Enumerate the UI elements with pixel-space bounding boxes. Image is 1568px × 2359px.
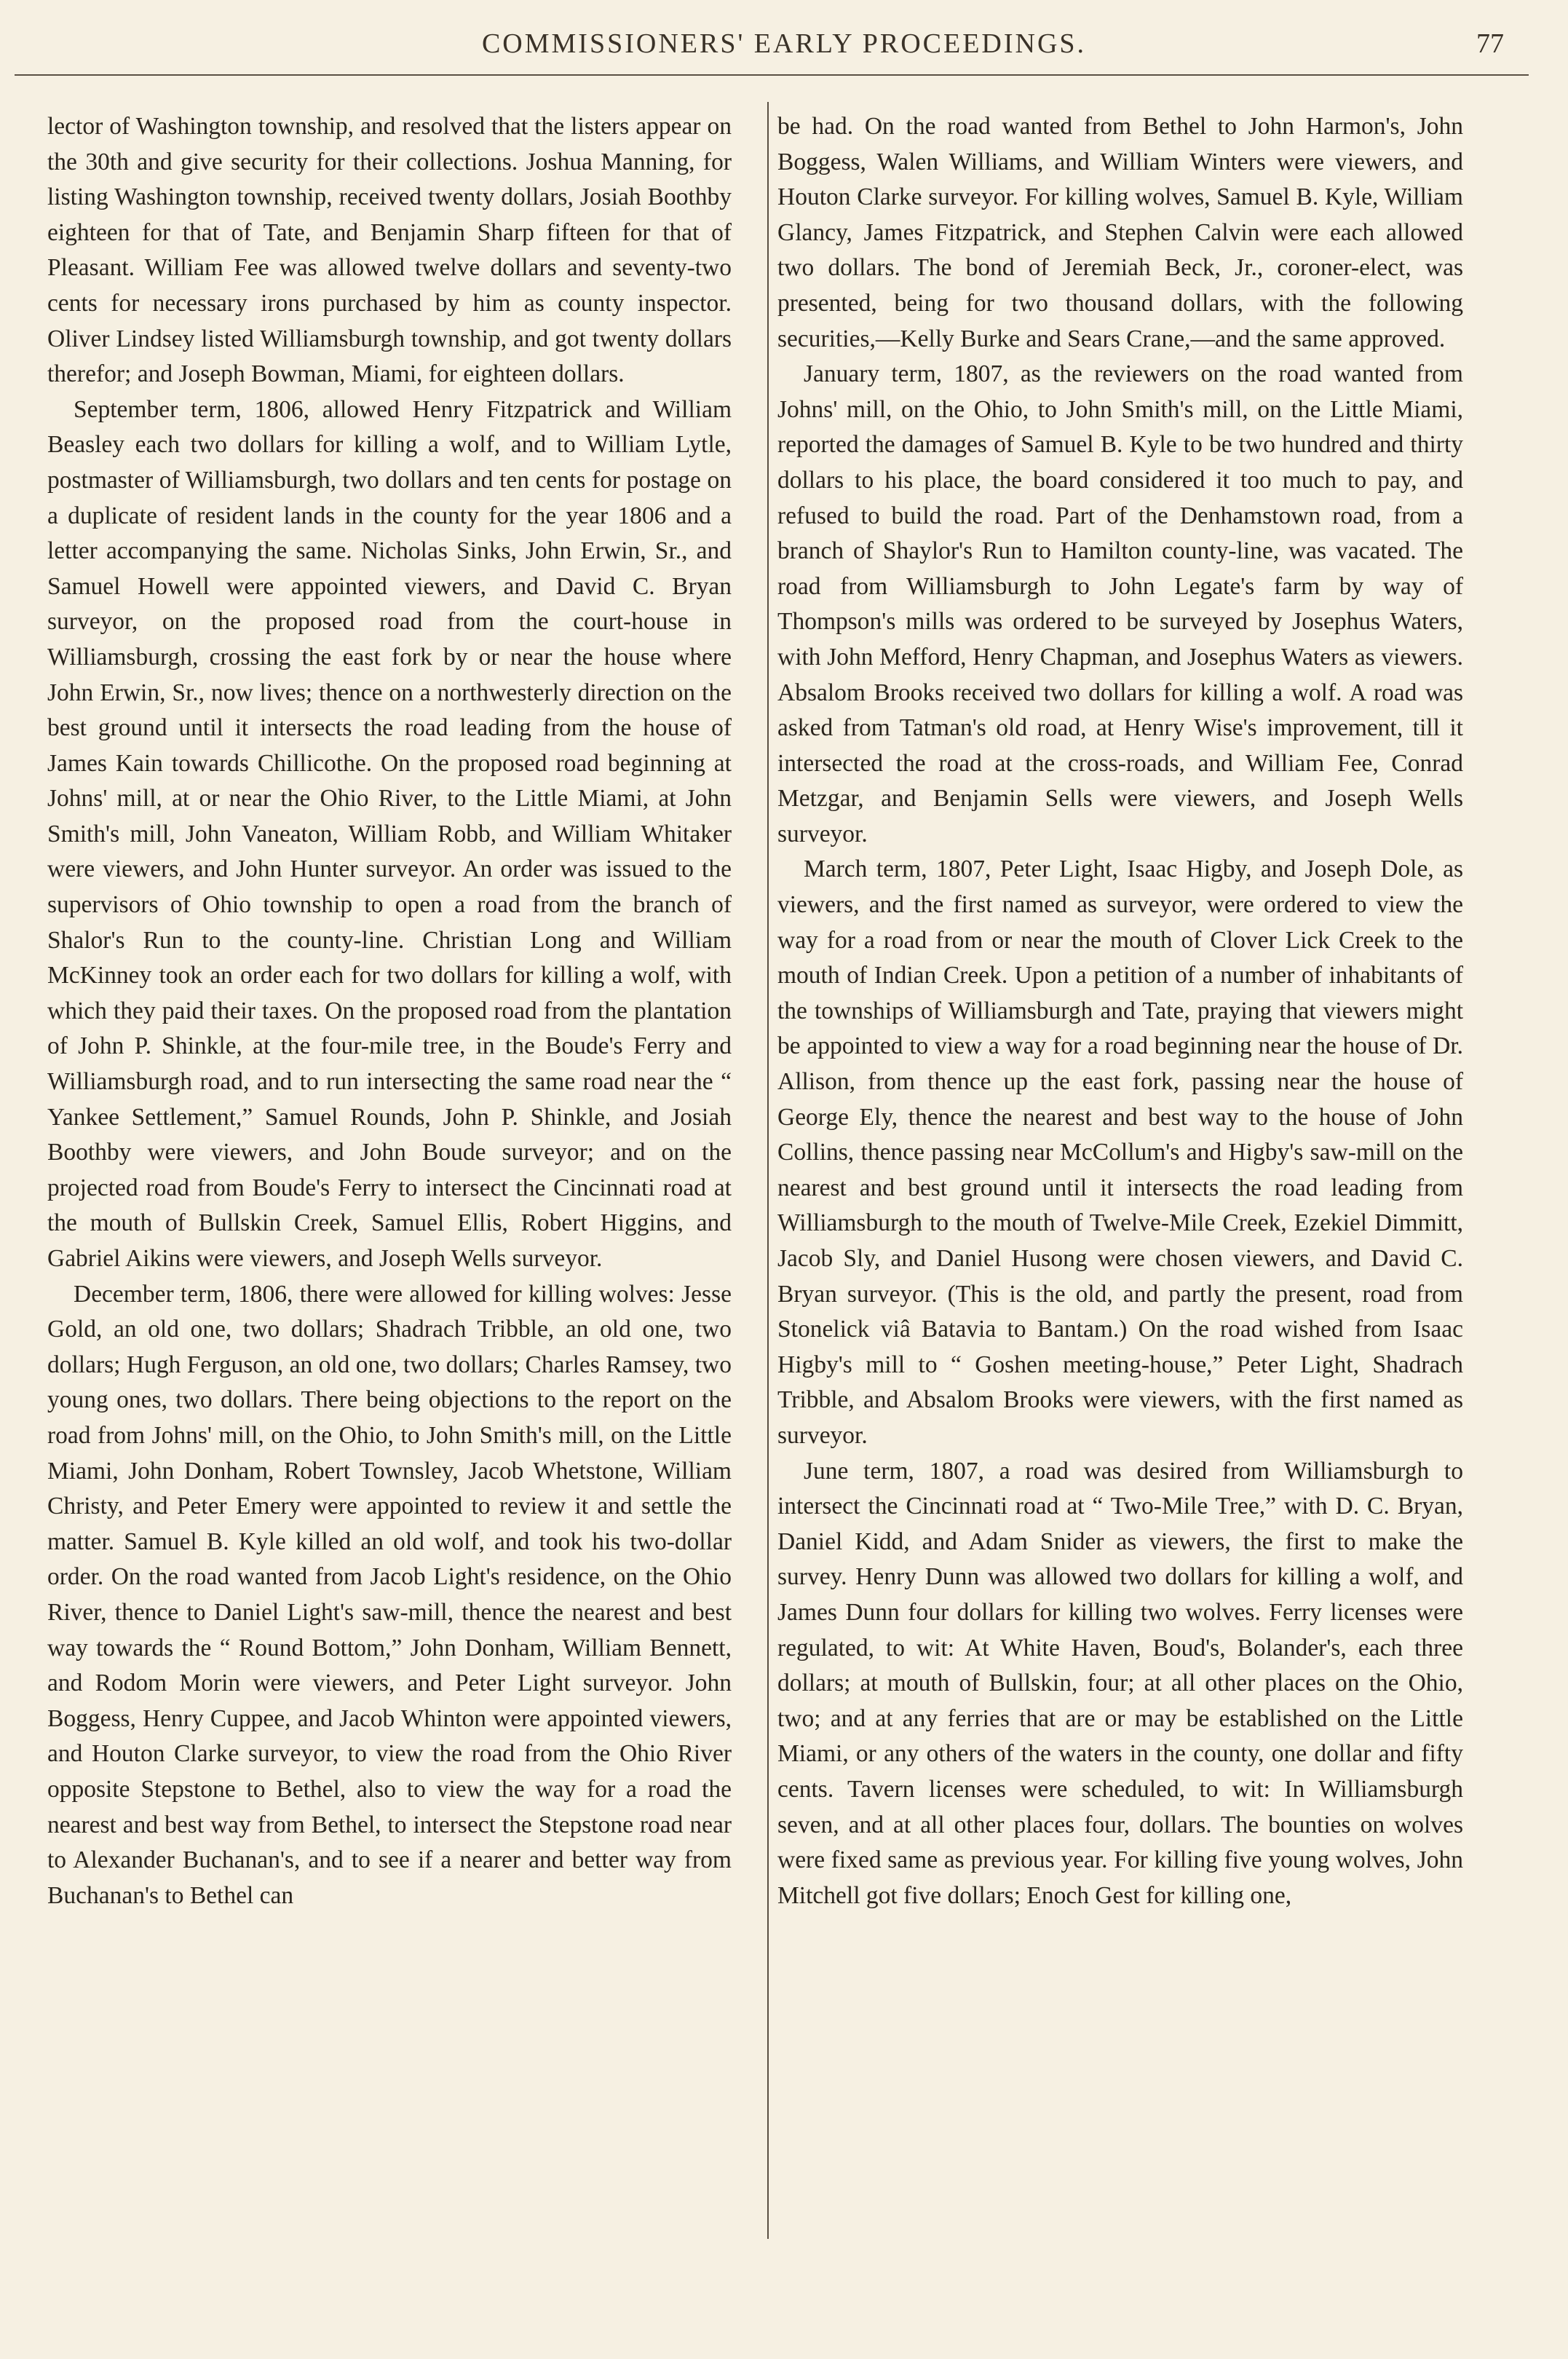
paragraph: December term, 1806, there were allowed for killing wolves: Jesse Gold, an old one, two dollars; Shadrach Tribble, an old one, two dollars; Hugh Ferguson, an old one, two dollars; Charles Ramsey, two young ones, two dollars. There being objections to the report on the road from Johns' mill, on the Ohio, to John Smith's mill, on the Little Miami, John Donham, Robert Townsley, Jacob Whetstone, William Christy, and Peter Emery were appointed to review it and settle the matter. Samuel B. Kyle killed an old wolf, and took his two-dollar order. On the road wanted from Jacob Light's residence, on the Ohio River, thence to Daniel Light's saw-mill, thence the nearest and best way towards the “ Round Bottom,” John Donham, William Bennett, and Rodom Morin were viewers, and Peter Light surveyor. John Boggess, Henry Cuppee, and Jacob Whinton were appointed viewers, and Houton Clarke surveyor, to view the road from the Ohio River opposite Stepstone to Bethel, also to view the way for a road the nearest and best way from Bethel, to intersect the Stepstone road near to Alexander Buchanan's, and to see if a nearer and better way from Buchanan's to Bethel can — [47, 1280, 732, 1909]
column-divider — [767, 102, 769, 2239]
page-number: 77 — [1476, 28, 1504, 59]
paragraph: January term, 1807, as the reviewers on the road wanted from Johns' mill, on the Ohio, to John Smith's mill, on the Little Miami, reported the damages of Samuel B. Kyle to be two hundred and thirty dollars to his place, the board considered it too much to pay, and refused to build the road. Part of the Denhamstown road, from a branch of Shaylor's Run to Hamilton county-line, was vacated. The road from Williamsburgh to John Legate's farm by way of Thompson's mills was ordered to be surveyed by Josephus Waters, with John Mefford, Henry Chapman, and Josephus Waters as viewers. Absalom Brooks received two dollars for killing a wolf. A road was asked from Tatman's old road, at Henry Wise's improvement, till it intersected the road at the cross-roads, and William Fee, Conrad Metzgar, and Benjamin Sells were viewers, and Joseph Wells surveyor. — [777, 360, 1463, 847]
running-header — [44, 28, 1524, 71]
right-column — [777, 109, 1463, 1913]
paragraph: lector of Washington township, and resolved that the listers appear on the 30th and give security for their collections. Joshua Manning, for listing Washington township, received twenty dollars, Josiah Boothby eighteen for that of Tate, and Benjamin Sharp fifteen for that of Pleasant. William Fee was allowed twelve dollars and seventy-two cents for necessary irons purchased by him as county inspector. Oliver Lindsey listed Williamsburgh township, and got twenty dollars therefor; and Joseph Bowman, Miami, for eighteen dollars. — [47, 113, 732, 388]
page-title: COMMISSIONERS' EARLY PROCEEDINGS. — [481, 28, 1087, 59]
paragraph: June term, 1807, a road was desired from Williamsburgh to intersect the Cincinnati road at “ Two-Mile Tree,” with D. C. Bryan, Daniel Kidd, and Adam Snider as viewers, the first to make the survey. Henry Dunn was allowed two dollars for killing a wolf, and James Dunn four dollars for killing two wolves. Ferry licenses were regulated, to wit: At White Haven, Boud's, Bolander's, each three dollars; at mouth of Bullskin, four; at all other places on the Ohio, two; and at any ferries that are or may be established on the Little Miami, or any others of the waters in the county, one dollar and fifty cents. Tavern licenses were scheduled, to wit: In Williamsburgh seven, and at all other places four, dollars. The bounties on wolves were fixed same as previous year. For killing five young wolves, John Mitchell got five dollars; Enoch Gest for killing one, — [777, 1457, 1463, 1909]
paragraph: March term, 1807, Peter Light, Isaac Higby, and Joseph Dole, as viewers, and the first named as surveyor, were ordered to view the way for a road from or near the mouth of Clover Lick Creek to the mouth of Indian Creek. Upon a petition of a number of inhabitants of the townships of Williamsburgh and Tate, praying that viewers might be appointed to view a way for a road beginning near the house of Dr. Allison, from thence up the east fork, passing near the house of George Ely, thence the nearest and best way to the house of John Collins, thence passing near McCollum's and Higby's saw-mill on the nearest and best ground until it intersects the road leading from Williamsburgh to the mouth of Twelve-Mile Creek, Ezekiel Dimmitt, Jacob Sly, and Daniel Husong were chosen viewers, and David C. Bryan surveyor. (This is the old, and partly the present, road from Stonelick viâ Batavia to Bantam.) On the road wished from Isaac Higby's mill to “ Goshen meeting-house,” Peter Light, Shadrach Tribble, and Absalom Brooks were viewers, with the first named as surveyor. — [777, 856, 1463, 1449]
left-column — [47, 109, 732, 1913]
paragraph: be had. On the road wanted from Bethel to John Harmon's, John Boggess, Walen Williams, and William Winters were viewers, and Houton Clarke surveyor. For killing wolves, Samuel B. Kyle, William Glancy, James Fitzpatrick, and Stephen Calvin were each allowed two dollars. The bond of Jeremiah Beck, Jr., coroner-elect, was presented, being for two thousand dollars, with the following securities,—Kelly Burke and Sears Crane,—and the same approved. — [777, 113, 1463, 352]
header-rule — [15, 74, 1529, 76]
paragraph: September term, 1806, allowed Henry Fitzpatrick and William Beasley each two dollars for killing a wolf, and to William Lytle, postmaster of Williamsburgh, two dollars and ten cents for postage on a duplicate of resident lands in the county for the year 1806 and a letter accompanying the same. Nicholas Sinks, John Erwin, Sr., and Samuel Howell were appointed viewers, and David C. Bryan surveyor, on the proposed road from the court-house in Williamsburgh, crossing the east fork by or near the house where John Erwin, Sr., now lives; thence on a northwesterly direction on the best ground until it intersects the road leading from the house of James Kain towards Chillicothe. On the proposed road beginning at Johns' mill, at or near the Ohio River, to the Little Miami, at John Smith's mill, John Vaneaton, William Robb, and William Whitaker were viewers, and John Hunter surveyor. An order was issued to the supervisors of Ohio township to open a road from the branch of Shalor's Run to the county-line. Christian Long and William McKinney took an order each for two dollars for killing a wolf, with which they paid their taxes. On the proposed road from the plantation of John P. Shinkle, at the four-mile tree, in the Boude's Ferry and Williamsburgh road, and to run intersecting the same road near the “ Yankee Settlement,” Samuel Rounds, John P. Shinkle, and Josiah Boothby were viewers, and John Boude surveyor; and on the projected road from Boude's Ferry to intersect the Cincinnati road at the mouth of Bullskin Creek, Samuel Ellis, Robert Higgins, and Gabriel Aikins were viewers, and Joseph Wells surveyor. — [47, 395, 732, 1272]
